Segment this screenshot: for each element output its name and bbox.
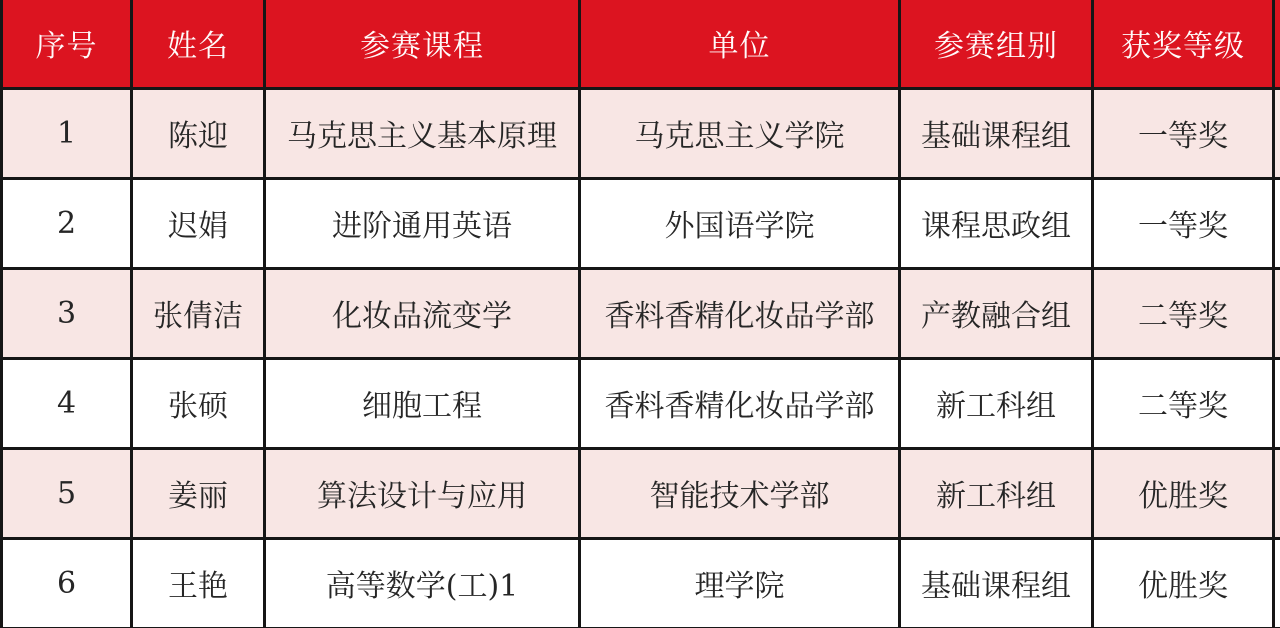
- cropped-edge: [1274, 88, 1280, 178]
- table-row: [2, 448, 1280, 538]
- table-cell-name: 王艳: [132, 538, 265, 628]
- table-cell-course: 细胞工程: [265, 358, 580, 448]
- table-cell-award: 优胜奖: [1093, 448, 1274, 538]
- table-cell-index: 3: [2, 268, 132, 358]
- table-row: [2, 358, 1280, 448]
- table-cell-course: 化妆品流变学: [265, 268, 580, 358]
- table-row: [2, 178, 1280, 268]
- table-cell-group: 基础课程组: [900, 538, 1093, 628]
- table-cell-unit: 香料香精化妆品学部: [580, 358, 900, 448]
- table-cell-award: 二等奖: [1093, 358, 1274, 448]
- table-cell-index: 2: [2, 178, 132, 268]
- table-cell-group: 新工科组: [900, 358, 1093, 448]
- table-cell-course: 高等数学(工)1: [265, 538, 580, 628]
- table-cell-course: 马克思主义基本原理: [265, 88, 580, 178]
- table-cell-group: 课程思政组: [900, 178, 1093, 268]
- table-cell-index: 6: [2, 538, 132, 628]
- table-cell-name: 迟娟: [132, 178, 265, 268]
- table-cell-award: 一等奖: [1093, 178, 1274, 268]
- table-cell-name: 姜丽: [132, 448, 265, 538]
- cropped-edge: [1274, 358, 1280, 448]
- cropped-edge: [1274, 0, 1280, 88]
- header-cell-index: 序号: [2, 0, 132, 88]
- table-cell-unit: 马克思主义学院: [580, 88, 900, 178]
- table-row: [2, 538, 1280, 628]
- table-cell-award: 优胜奖: [1093, 538, 1274, 628]
- header-cell-unit: 单位: [580, 0, 900, 88]
- header-cell-course: 参赛课程: [265, 0, 580, 88]
- table-cell-course: 进阶通用英语: [265, 178, 580, 268]
- table-cell-course: 算法设计与应用: [265, 448, 580, 538]
- header-cell-name: 姓名: [132, 0, 265, 88]
- table-cell-group: 新工科组: [900, 448, 1093, 538]
- table-cell-group: 基础课程组: [900, 88, 1093, 178]
- table-cell-unit: 理学院: [580, 538, 900, 628]
- table-cell-index: 4: [2, 358, 132, 448]
- table-cell-award: 二等奖: [1093, 268, 1274, 358]
- table-cell-name: 张倩洁: [132, 268, 265, 358]
- cropped-edge: [1274, 538, 1280, 628]
- header-cell-group: 参赛组别: [900, 0, 1093, 88]
- table-cell-name: 陈迎: [132, 88, 265, 178]
- table-cell-unit: 智能技术学部: [580, 448, 900, 538]
- table-row: [2, 268, 1280, 358]
- table-cell-unit: 香料香精化妆品学部: [580, 268, 900, 358]
- cropped-edge: [1274, 178, 1280, 268]
- table-cell-index: 5: [2, 448, 132, 538]
- table-cell-unit: 外国语学院: [580, 178, 900, 268]
- header-cell-award: 获奖等级: [1093, 0, 1274, 88]
- table-cell-award: 一等奖: [1093, 88, 1274, 178]
- header-row: [2, 0, 1280, 88]
- cropped-edge: [1274, 268, 1280, 358]
- table-row: [2, 88, 1280, 178]
- table-cell-index: 1: [2, 88, 132, 178]
- awards-table-header: [2, 0, 1280, 88]
- table-cell-group: 产教融合组: [900, 268, 1093, 358]
- table-cell-name: 张硕: [132, 358, 265, 448]
- cropped-edge: [1274, 448, 1280, 538]
- awards-table-body: [2, 88, 1280, 628]
